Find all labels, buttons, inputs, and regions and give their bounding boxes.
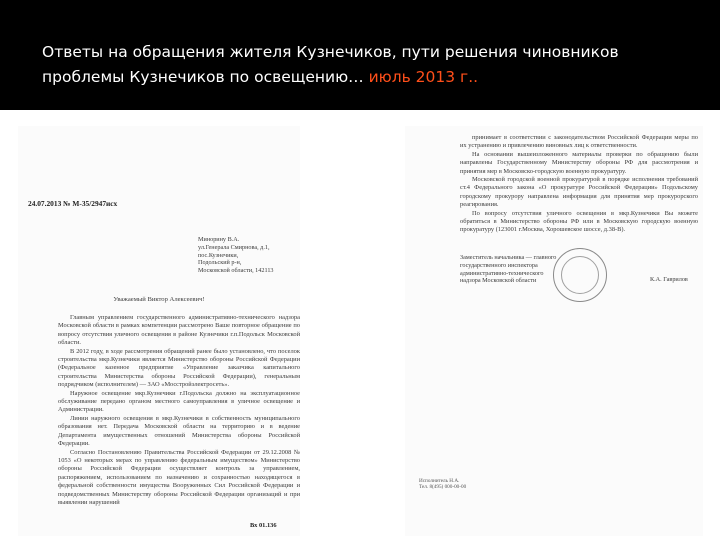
letter-date-number: 24.07.2013 № М-35/2947исх bbox=[28, 199, 118, 208]
address-line: пос.Кузнечики, bbox=[198, 251, 239, 259]
signature-name: К.А. Гаврилов bbox=[650, 276, 688, 283]
letter-paragraph: По вопросу отсутствия уличного освещения в мкр.Кузнечики Вы можете обратиться в Министерство обороны РФ или в Московскую городскую военную прокуратуру (123001 г.Москва, Хорошевское шоссе, д.38-В). bbox=[460, 209, 698, 234]
title-line1: Ответы на обращения жителя Кузнечиков, пути решения чиновников bbox=[42, 43, 619, 61]
footnote-line: Тел. 8(495) 000-00-00 bbox=[419, 484, 467, 491]
footnote-line: Исполнитель Н.А. bbox=[419, 478, 460, 484]
page-mark: Вх 01.136 bbox=[250, 522, 277, 529]
address-line: Минорину В.А. bbox=[198, 236, 240, 243]
title-highlight: июль 2013 г.. bbox=[368, 68, 479, 86]
letter-page-2 bbox=[405, 126, 703, 536]
letter-paragraph: Наружное освещение мкр.Кузнечики г.Подольска должно на эксплуатационное обслуживание передано органом местного самоуправления в уличное освещение и Администрации. bbox=[58, 389, 300, 414]
signature-line: надзора Московской области bbox=[460, 277, 537, 285]
letter-paragraph: Московской городской военной прокуратурой в порядке исполнения требований ст.4 Федерального закона «О прокуратуре Российской Федерации» Подольскому городскому прокурору направлена информация для принятия мер прокурорского реагирования. bbox=[460, 176, 698, 209]
signature-line: государственного инспектора bbox=[460, 261, 538, 269]
recipient-address bbox=[198, 236, 298, 275]
letter-body bbox=[58, 314, 300, 507]
letter-paragraph: На основании вышеизложенного материалы проверки по обращению были направлены Государственному Министерству обороны РФ для рассмотрения и принятия мер в Московско-городскую военную прокуратуру. bbox=[460, 150, 698, 175]
letter-body bbox=[460, 134, 698, 235]
slide-title bbox=[42, 40, 702, 90]
address-line: Подольский р-н, bbox=[198, 259, 242, 267]
letter-paragraph: принимает в соответствии с законодательством Российской Федерации меры по их устранению и привлечению виновных лиц к ответственности. bbox=[460, 134, 698, 150]
signature-line: Заместитель начальника — главного bbox=[460, 254, 557, 261]
official-stamp bbox=[553, 248, 607, 302]
footnote bbox=[419, 478, 466, 490]
letter-paragraph: Согласно Постановлению Правительства Российской Федерации от 29.12.2008 № 1053 «О некоторых мерах по управлению федеральным имуществом» Министерство обороны Российской Федерации осуществляет контроль за управлением, распоряжением, использованием по назначению и сохранностью находящегося в федеральной собственности имущества Вооруженных Сил Российской Федерации и подведомственных Министерству обороны Российской Федерации организаций и при выявлении нарушений bbox=[58, 448, 300, 506]
letter-paragraph: Линии наружного освещения в мкр.Кузнечики в собственность муниципального образования нет. Передача Московской области на территорию и в ведение Департамента имущественных отношений Министерства обороны Российской Федерации. bbox=[58, 414, 300, 448]
address-line: ул.Генерала Смирнова, д.1, bbox=[198, 243, 270, 251]
letter-paragraph: В 2012 году, в ходе рассмотрения обращений ранее было установлено, что поселок строительства мкр.Кузнечики является Министерство обороны Российской Федерации (Федеральное казенное предприятие «Управление заказчика капитального строительства Министерства обороны Российской Федерации), генеральным подрядчиком (исполнителем) — ЗАО «Мосстройэлектросеть». bbox=[58, 347, 300, 389]
address-line: Московской области, 142113 bbox=[198, 267, 274, 275]
signature-line: административно-технического bbox=[460, 269, 544, 277]
letter-greeting: Уважаемый Виктор Алексеевич! bbox=[113, 296, 205, 303]
letter-page-1 bbox=[18, 126, 300, 536]
letter-paragraph: Главным управлением государственного административно-технического надзора Московской области в рамках компетенции рассмотрено Ваше повторное обращение по вопросу отсутствия уличного освещения в районе Кузнечики г.п.Подольск Московской области. bbox=[58, 314, 300, 347]
title-line2: проблемы Кузнечиков по освещению… bbox=[42, 68, 364, 86]
